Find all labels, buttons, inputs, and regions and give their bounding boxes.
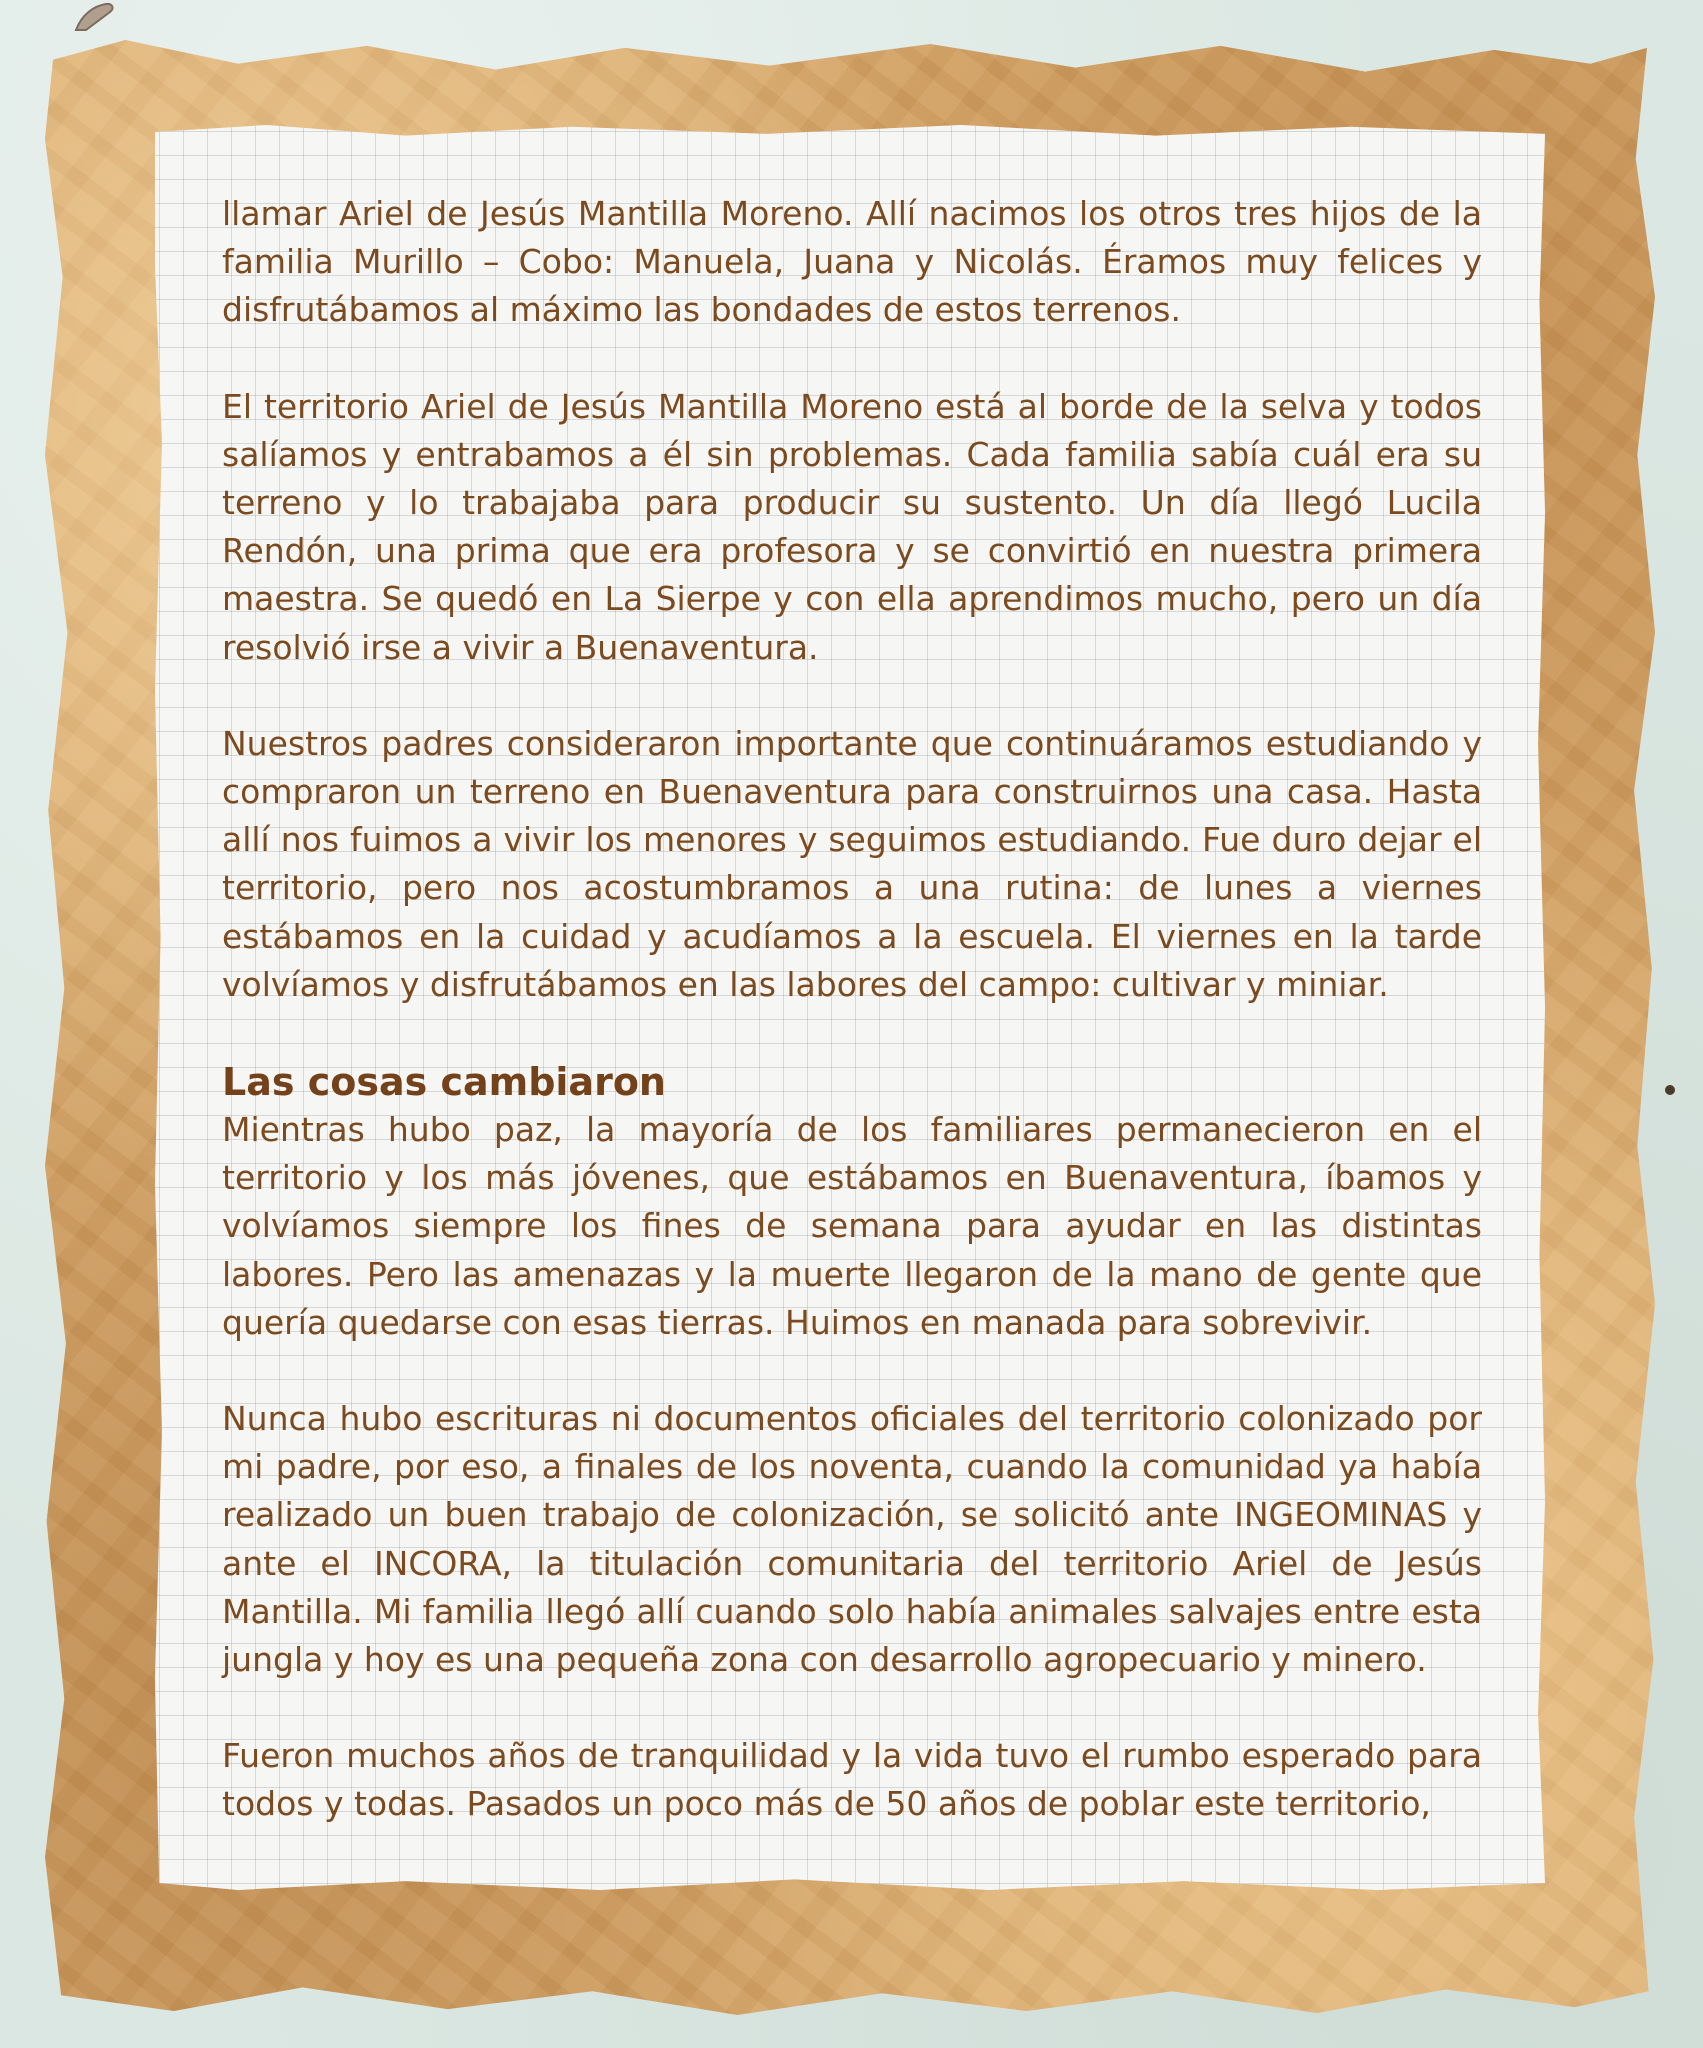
- paragraph-study: Nuestros padres consideraron importante que continuáramos estudiando y compraron un terreno en Buenaventura para construirnos una casa. Hasta allí nos fuimos a vivir los menores y seguimos estudiando. Fue duro dejar el territorio, pero nos acostumbramos a una rutina: de lunes a viernes estábamos en la cuidad y acudíamos a la escuela. El viernes en la tarde volvíamos y disfrutábamos en las labores del campo: cultivar y miniar.: [222, 723, 1482, 1004]
- paper-clip-icon: [72, 0, 118, 34]
- edge-mark: [1665, 1085, 1675, 1095]
- document-body: [222, 190, 1482, 1829]
- paragraph-titling: Nunca hubo escrituras ni documentos oficiales del territorio colonizado por mi padre, por eso, a finales de los noventa, cuando la comunidad ya había realizado un buen trabajo de colonización, se solicitó ante INGEOMINAS y ante el INCORA, la titulación comunitaria del territorio Ariel de Jesús Mantilla. Mi familia llegó allí cuando solo había animales salvajes entre esta jungla y hoy es una pequeña zona con desarrollo agropecuario y minero.: [222, 1399, 1482, 1680]
- paragraph-intro: llamar Ariel de Jesús Mantilla Moreno. Allí nacimos los otros tres hijos de la familia Murillo – Cobo: Manuela, Juana y Nicolás. Éramos muy felices y disfrutábamos al máximo las bondades de estos terrenos.: [222, 194, 1482, 330]
- section-heading: Las cosas cambiaron: [222, 1060, 666, 1105]
- paragraph-closing: Fueron muchos años de tranquilidad y la vida tuvo el rumbo esperado para todos y todas. Pasados un poco más de 50 años de poblar este territorio,: [222, 1736, 1482, 1824]
- paragraph-peace: Mientras hubo paz, la mayoría de los familiares permanecieron en el territorio y los más jóvenes, que estábamos en Buenaventura, íbamos y volvíamos siempre los fines de semana para ayudar en las distintas labores. Pero las amenazas y la muerte llegaron de la mano de gente que quería quedarse con esas tierras. Huimos en manada para sobrevivir.: [222, 1110, 1482, 1342]
- paragraph-territory: El territorio Ariel de Jesús Mantilla Moreno está al borde de la selva y todos salíamos y entrabamos a él sin problemas. Cada familia sabía cuál era su terreno y lo trabajaba para producir su sustento. Un día llegó Lucila Rendón, una prima que era profesora y se convirtió en nuestra primera maestra. Se quedó en La Sierpe y con ella aprendimos mucho, pero un día resolvió irse a vivir a Buenaventura.: [222, 386, 1482, 667]
